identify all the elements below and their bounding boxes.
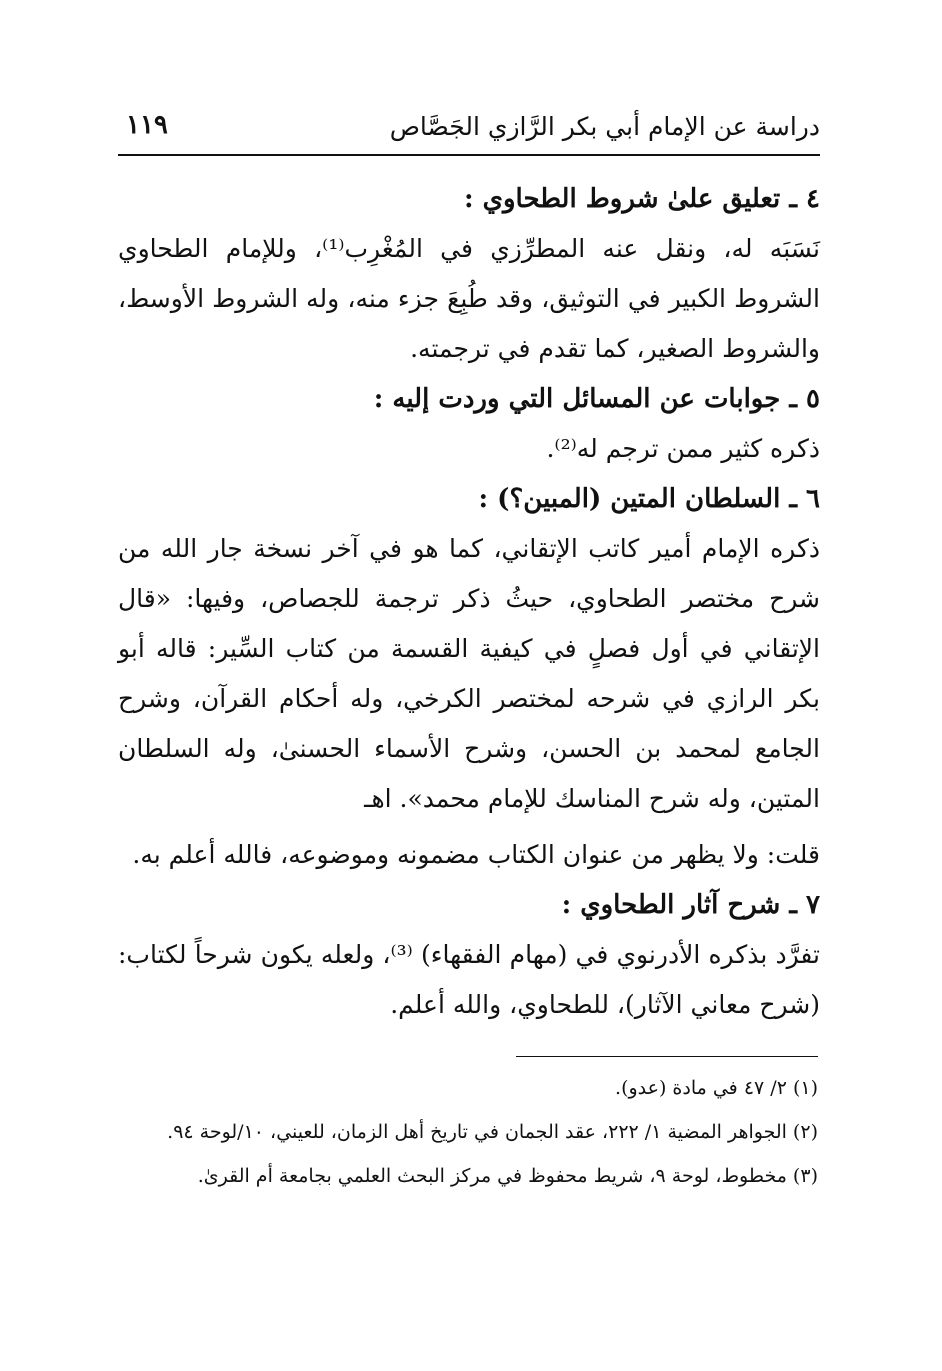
- paragraph: تفرَّد بذكره الأدرنوي في (مهام الفقهاء) ⁽³⁾، ولعله يكون شرحاً لكتاب: (شرح معاني الآثار)، للطحاوي، والله أعلم.: [118, 940, 820, 1019]
- footnotes: [112, 1068, 818, 1200]
- section-heading: ٥ ـ جوابات عن المسائل التي وردت إليه :: [373, 384, 820, 414]
- section-4: [118, 180, 820, 374]
- paragraph: قلت: ولا يظهر من عنوان الكتاب مضمونه وموضوعه، فالله أعلم به.: [132, 840, 820, 869]
- section-7: [118, 886, 820, 1030]
- section-6: [118, 480, 820, 880]
- section-heading: ٧ ـ شرح آثار الطحاوي :: [561, 890, 820, 920]
- main-text: [118, 180, 820, 1036]
- section-heading: ٦ ـ السلطان المتين (المبين؟) :: [478, 484, 820, 514]
- section-5: [118, 380, 820, 474]
- paragraph: ذكره الإمام أمير كاتب الإتقاني، كما هو في آخر نسخة جار الله من شرح مختصر الطحاوي، حيثُ ذكر ترجمة للجصاص، وفيها: «قال الإتقاني في أول فصلٍ في كيفية القسمة من كتاب السِّير: قاله أبو بكر الرازي في شرحه لمختصر الكرخي، وله أحكام القرآن، وشرح الجامع لمحمد بن الحسن، وشرح الأسماء الحسنىٰ، وله السلطان المتين، وله شرح المناسك للإمام محمد». اهـ: [118, 534, 820, 813]
- page-header: [118, 108, 820, 156]
- page-number: ١١٩: [126, 110, 168, 140]
- paragraph: ذكره كثير ممن ترجم له⁽²⁾.: [546, 434, 820, 463]
- paragraph: نَسَبَه له، ونقل عنه المطرِّزي في المُغْرِب⁽¹⁾، وللإمام الطحاوي الشروط الكبير في التوثيق، وقد طُبِعَ جزء منه، وله الشروط الأوسط، والشروط الصغير، كما تقدم في ترجمته.: [118, 234, 820, 363]
- running-title: دراسة عن الإمام أبي بكر الرَّازي الجَصَّاص: [389, 112, 820, 141]
- footnote-divider: [516, 1056, 818, 1057]
- footnote-2: (٢) الجواهر المضية ١/ ٢٢٢، عقد الجمان في تاريخ أهل الزمان، للعيني، ١٠/لوحة ٩٤.: [167, 1121, 818, 1143]
- section-heading: ٤ ـ تعليق علىٰ شروط الطحاوي :: [463, 184, 820, 214]
- footnote-3: (٣) مخطوط، لوحة ٩، شريط محفوظ في مركز البحث العلمي بجامعة أم القرىٰ.: [197, 1165, 818, 1187]
- footnote-1: (١) ٢/ ٤٧ في مادة (عدو).: [615, 1077, 818, 1099]
